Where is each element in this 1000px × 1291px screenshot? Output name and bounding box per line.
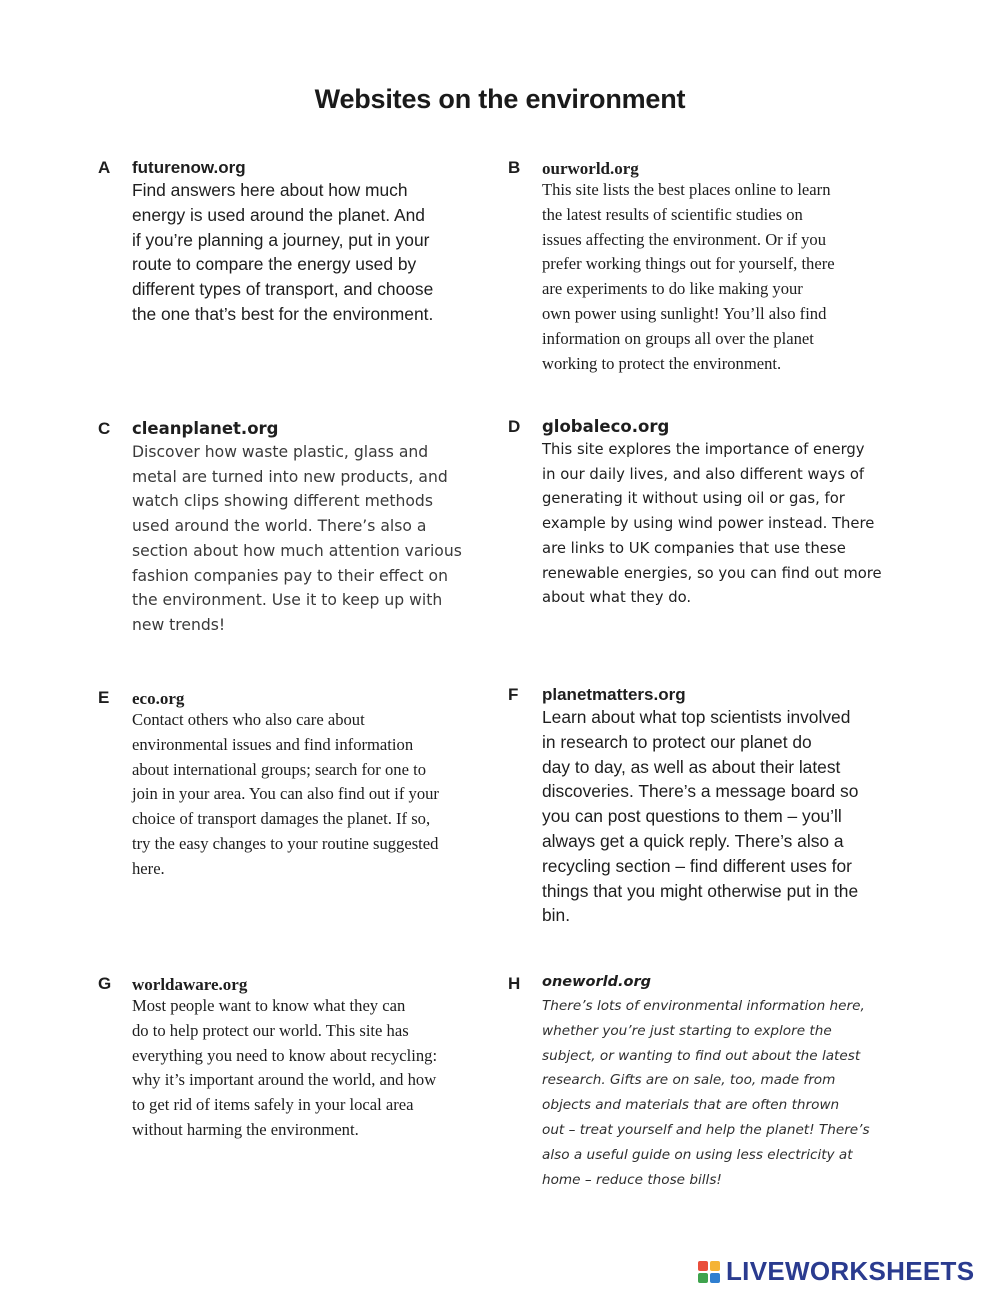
entry-line: if you’re planning a journey, put in your: [132, 229, 430, 250]
entry-line: different types of transport, and choose: [132, 279, 434, 300]
entry-line: recycling section – find different uses for: [542, 855, 852, 876]
entry-line: renewable energies, so you can find out more: [542, 564, 882, 582]
entry-line: new trends!: [132, 615, 226, 634]
entry-line: information on groups all over the planet: [542, 328, 814, 348]
entry-line: whether you’re just starting to explore the: [542, 1022, 832, 1039]
entry-site: globaleco.org: [542, 417, 670, 436]
entry-line: join in your area. You can also find out if your: [132, 784, 439, 804]
entry-line: working to protect the environment.: [542, 353, 782, 373]
entry-line: things that you might otherwise put in the: [542, 880, 859, 901]
entry-line: Most people want to know what they can: [132, 996, 406, 1015]
entry-line: Find answers here about how much: [132, 180, 408, 200]
entry-line: to get rid of items safely in your local area: [132, 1095, 414, 1115]
entry-line: in research to protect our planet do: [542, 731, 812, 752]
entry-letter: H: [508, 974, 521, 993]
entry-line: subject, or wanting to find out about the latest: [542, 1047, 861, 1064]
entry-letter: B: [508, 158, 521, 177]
entry-site: futurenow.org: [132, 158, 246, 177]
liveworksheets-logo-icon: [698, 1261, 720, 1283]
entry-line: everything you need to know about recycling:: [132, 1045, 438, 1065]
entry-line: metal are turned into new products, and: [132, 467, 448, 486]
liveworksheets-logo[interactable]: [698, 1256, 974, 1287]
entry-line: This site lists the best places online to learn: [542, 180, 831, 199]
entry-line: route to compare the energy used by: [132, 254, 417, 275]
entry-site: planetmatters.org: [542, 685, 686, 704]
entry-line: discoveries. There’s a message board so: [542, 781, 859, 802]
entry-line: day to day, as well as about their latest: [542, 756, 841, 777]
entry-line: Contact others who also care about: [132, 710, 365, 729]
entry-line: are links to UK companies that use these: [542, 539, 846, 557]
entry-line: objects and materials that are often thrown: [542, 1097, 840, 1114]
entry-line: choice of transport damages the planet. If so,: [132, 809, 431, 829]
entry-line: Learn about what top scientists involved: [542, 707, 851, 727]
entry-letter: G: [98, 974, 112, 993]
entry-line: are experiments to do like making your: [542, 279, 803, 299]
entry-line: This site explores the importance of energy: [542, 441, 865, 458]
entry-line: section about how much attention various: [132, 541, 462, 560]
entry-body: [132, 994, 437, 1143]
entry-line: the one that’s best for the environment.: [132, 303, 434, 324]
entry-line: own power using sunlight! You’ll also find: [542, 303, 827, 323]
entry-body: [132, 178, 433, 327]
entry-body: [132, 440, 462, 638]
logo-square: [698, 1273, 708, 1283]
entry-letter: C: [98, 419, 111, 438]
entry-line: bin.: [542, 905, 571, 926]
entry-body: [542, 178, 835, 376]
entry-letter: E: [98, 688, 110, 707]
entry-line: the environment. Use it to keep up with: [132, 591, 443, 610]
entry-line: environmental issues and find information: [132, 734, 414, 754]
entry-line: about what they do.: [542, 589, 692, 607]
entry-letter: D: [508, 417, 521, 436]
logo-square: [710, 1261, 720, 1271]
entry-letter: F: [508, 685, 519, 704]
entry-site: ourworld.org: [542, 159, 639, 178]
entry-line: about international groups; search for one to: [132, 759, 426, 779]
entry-line: issues affecting the environment. Or if you: [542, 229, 827, 249]
entry-line: fashion companies pay to their effect on: [132, 566, 448, 585]
entry-site: worldaware.org: [132, 975, 248, 994]
entry-body: [542, 705, 858, 928]
entry-body: [542, 994, 870, 1192]
entry-line: try the easy changes to your routine suggested: [132, 833, 439, 853]
logo-text: LIVEWORKSHEETS: [726, 1256, 975, 1286]
entry-letter: A: [98, 158, 111, 177]
entry-line: here.: [132, 858, 165, 878]
entry-line: also a useful guide on using less electricity at: [542, 1146, 853, 1163]
entry-line: example by using wind power instead. There: [542, 515, 875, 533]
entry-line: without harming the environment.: [132, 1119, 359, 1139]
entry-line: why it’s important around the world, and how: [132, 1070, 437, 1090]
entry-line: home – reduce those bills!: [542, 1171, 722, 1188]
entry-body: [132, 708, 439, 882]
entry-line: out – treat yourself and help the planet! There’s: [542, 1121, 870, 1138]
entry-line: you can post questions to them – you’ll: [542, 806, 842, 827]
entry-body: [542, 438, 882, 611]
entry-line: generating it without using oil or gas, for: [542, 490, 845, 508]
entry-line: in our daily lives, and also different ways of: [542, 465, 865, 483]
entry-line: There’s lots of environmental information here,: [542, 998, 865, 1014]
entry-site: eco.org: [132, 689, 185, 708]
entry-line: watch clips showing different methods: [132, 492, 433, 511]
entry-line: research. Gifts are on sale, too, made from: [542, 1072, 836, 1089]
logo-square: [698, 1261, 708, 1271]
entry-line: energy is used around the planet. And: [132, 204, 425, 225]
entry-site: cleanplanet.org: [132, 419, 279, 438]
entry-line: used around the world. There’s also a: [132, 517, 427, 536]
entry-line: always get a quick reply. There’s also a: [542, 830, 844, 851]
page-title: Websites on the environment: [314, 84, 686, 114]
entry-line: prefer working things out for yourself, there: [542, 254, 835, 274]
entry-line: Discover how waste plastic, glass and: [132, 443, 429, 461]
entry-line: do to help protect our world. This site has: [132, 1020, 409, 1040]
entry-site: oneworld.org: [542, 974, 651, 990]
entry-line: the latest results of scientific studies on: [542, 204, 803, 224]
logo-square: [710, 1273, 720, 1283]
